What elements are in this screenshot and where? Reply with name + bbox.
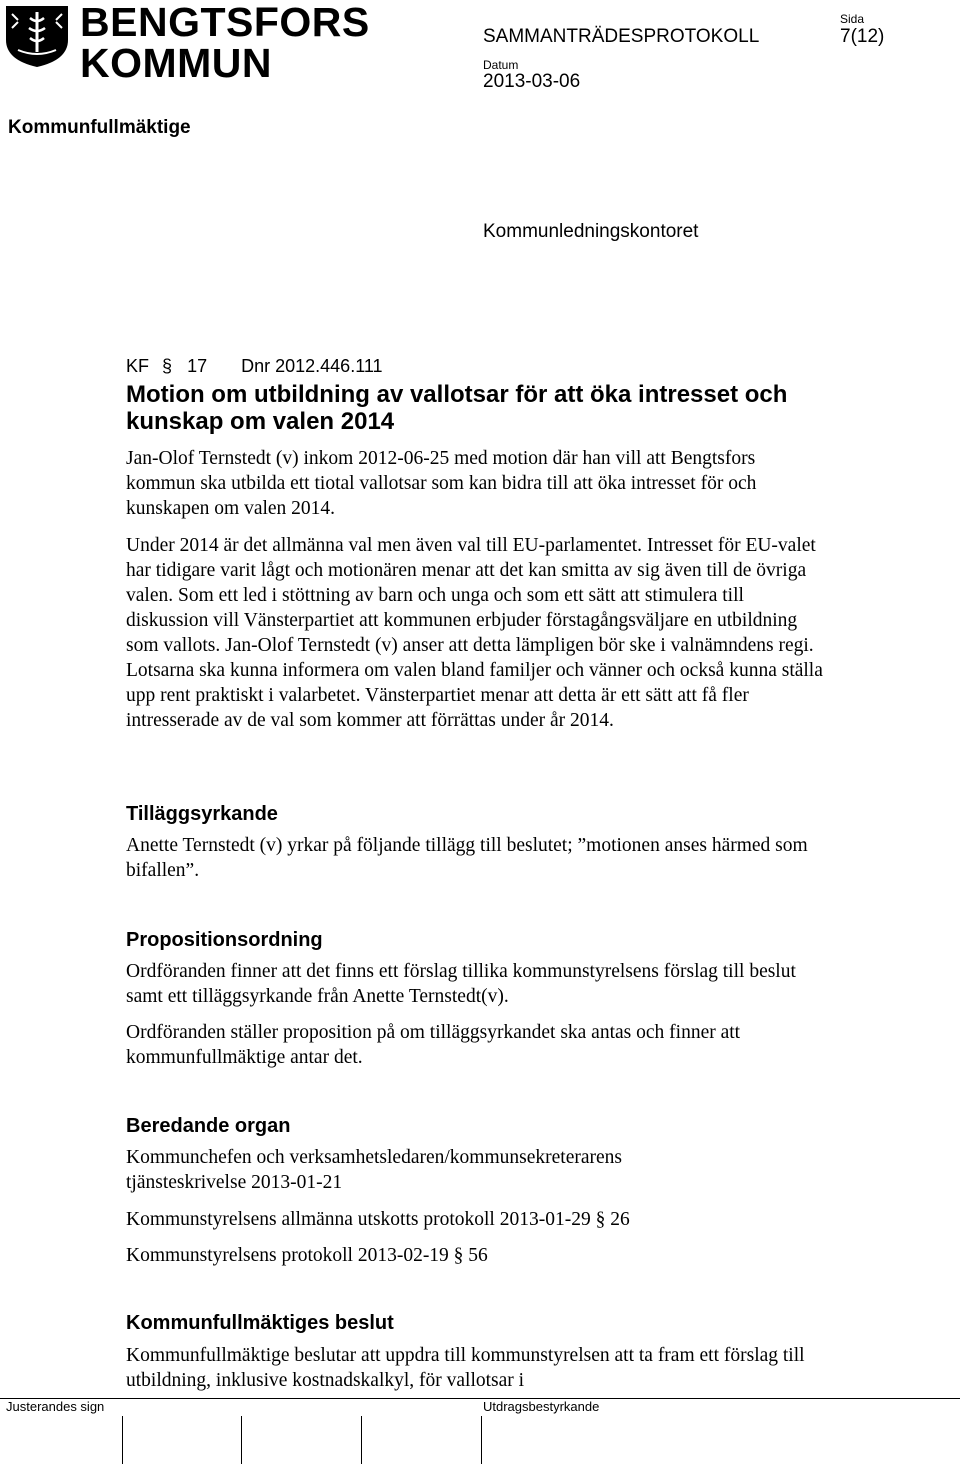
logo-text-line1: BENGTSFORS [80,0,370,45]
signature-box-divider [481,1416,482,1464]
logo-text-line2: KOMMUN [80,40,273,86]
municipal-coat-of-arms-icon [4,4,70,68]
paragraph-number: 17 [187,356,208,376]
footer-utdragsbestyrkande: Utdragsbestyrkande [483,1399,600,1414]
heading-propositionsordning: Propositionsordning [126,929,323,951]
signature-box-divider [361,1416,362,1464]
paragraph-proposition-1: Ordföranden finner att det finns ett förslag tillika kommunstyrelsens förslag till beslut samt ett tilläggsyrkande från Anette Ternstedt(v). [126,961,796,1007]
paragraph-proposition-2: Ordföranden ställer proposition på om tilläggsyrkandet ska antas och finner att kommunfullmäktige antar det. [126,1022,741,1068]
paragraph-beredande-2: Kommunstyrelsens allmänna utskotts protokoll 2013-01-29 § 26 [126,1209,630,1230]
signature-box-divider [241,1416,242,1464]
kf-label: KF [126,356,150,376]
body-name: Kommunfullmäktige [8,117,191,138]
page-number: 7(12) [840,26,885,47]
footer-divider [0,1398,960,1399]
case-title: Motion om utbildning av vallotsar för att öka intresset och kunskap om valen 2014 [126,381,788,435]
page-label: Sida [840,12,865,26]
paragraph-beredande-1: Kommunchefen och verksamhetsledaren/kommunsekreterarens tjänsteskrivelse 2013-01-21 [126,1147,622,1193]
signature-box-divider [122,1416,123,1464]
footer-justerandes-sign: Justerandes sign [6,1399,105,1414]
document-type: SAMMANTRÄDESPROTOKOLL [483,26,760,47]
paragraph-beredande-3: Kommunstyrelsens protokoll 2013-02-19 § 56 [126,1245,488,1266]
paragraph-beslut: Kommunfullmäktige beslutar att uppdra till kommunstyrelsen att ta fram ett förslag till utbildning, inklusive kostnadskalkyl, för vallotsar i [126,1345,805,1391]
case-reference [126,356,383,377]
paragraph-background: Under 2014 är det allmänna val men även val till EU-parlamentet. Intresset för EU-valet har tidigare varit lågt och motionären menar att det kan smitta av sig även till de övriga valen. Som ett led i stöttning av barn och unga och som ett sätt att stimulera till diskussion vill Vänsterpartiet att kommunen erbjuder förstagångsväljare en utbildning som vallots. Jan-Olof Ternstedt (v) anser att detta lämpligen bör ske i valnämndens regi. Lotsarna ska kunna informera om valen bland familjer och vänner och också kunna ställa upp rent praktiskt i valarbetet. Vänsterpartiet menar att detta är ett sätt att få fler intresserade av de val som kommer att förrättas under år 2014. [126,535,823,731]
dnr: Dnr 2012.446.111 [241,356,383,376]
paragraph-tillaggsyrkande: Anette Ternstedt (v) yrkar på följande tillägg till beslutet; ”motionen anses härmed som bifallen”. [126,835,808,881]
paragraph-motion: Jan-Olof Ternstedt (v) inkom 2012-06-25 med motion där han vill att Bengtsfors kommun ska utbilda ett tiotal vallotsar som kan bidra till att öka intresset för och kunskapen om valen 2014. [126,448,757,519]
heading-beredande-organ: Beredande organ [126,1115,291,1137]
date-value: 2013-03-06 [483,71,581,92]
heading-tillaggsyrkande: Tilläggsyrkande [126,803,278,825]
date-label: Datum [483,58,519,72]
heading-beslut: Kommunfullmäktiges beslut [126,1312,394,1334]
paragraph-sign: § [162,356,173,376]
department: Kommunledningskontoret [483,221,699,242]
